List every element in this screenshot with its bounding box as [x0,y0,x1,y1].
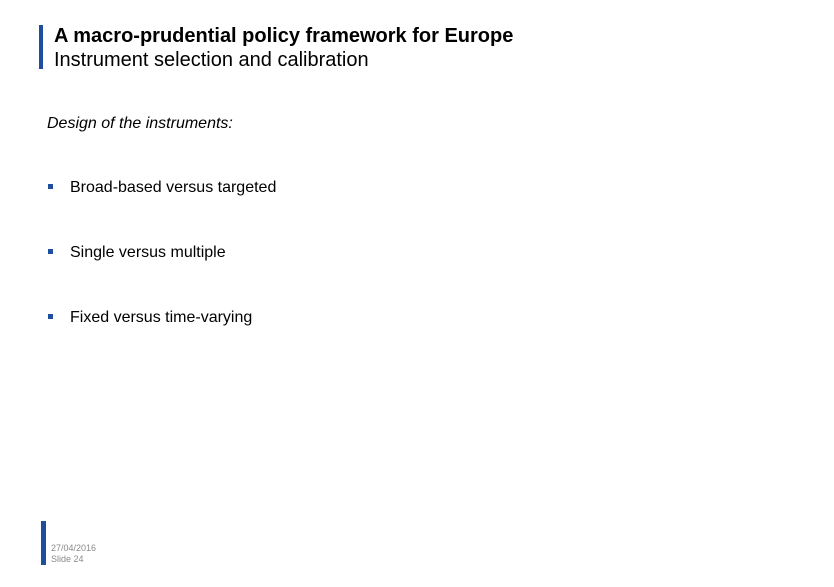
square-bullet-icon [48,249,53,254]
title-block [54,24,814,72]
slide-subtitle: Instrument selection and calibration [54,49,369,71]
section-heading: Design of the instruments: [47,115,233,132]
footer [51,543,96,565]
square-bullet-icon [48,314,53,319]
bullet-text: Fixed versus time-varying [70,309,253,326]
slide-title: A macro-prudential policy framework for Europe [54,25,514,47]
footer-slide-number: Slide 24 [51,554,84,564]
bullet-text: Broad-based versus targeted [70,179,277,196]
title-accent-bar [39,25,43,69]
bullet-text: Single versus multiple [70,244,226,261]
square-bullet-icon [48,184,53,189]
footer-date: 27/04/2016 [51,543,97,553]
footer-accent-bar [41,521,46,565]
